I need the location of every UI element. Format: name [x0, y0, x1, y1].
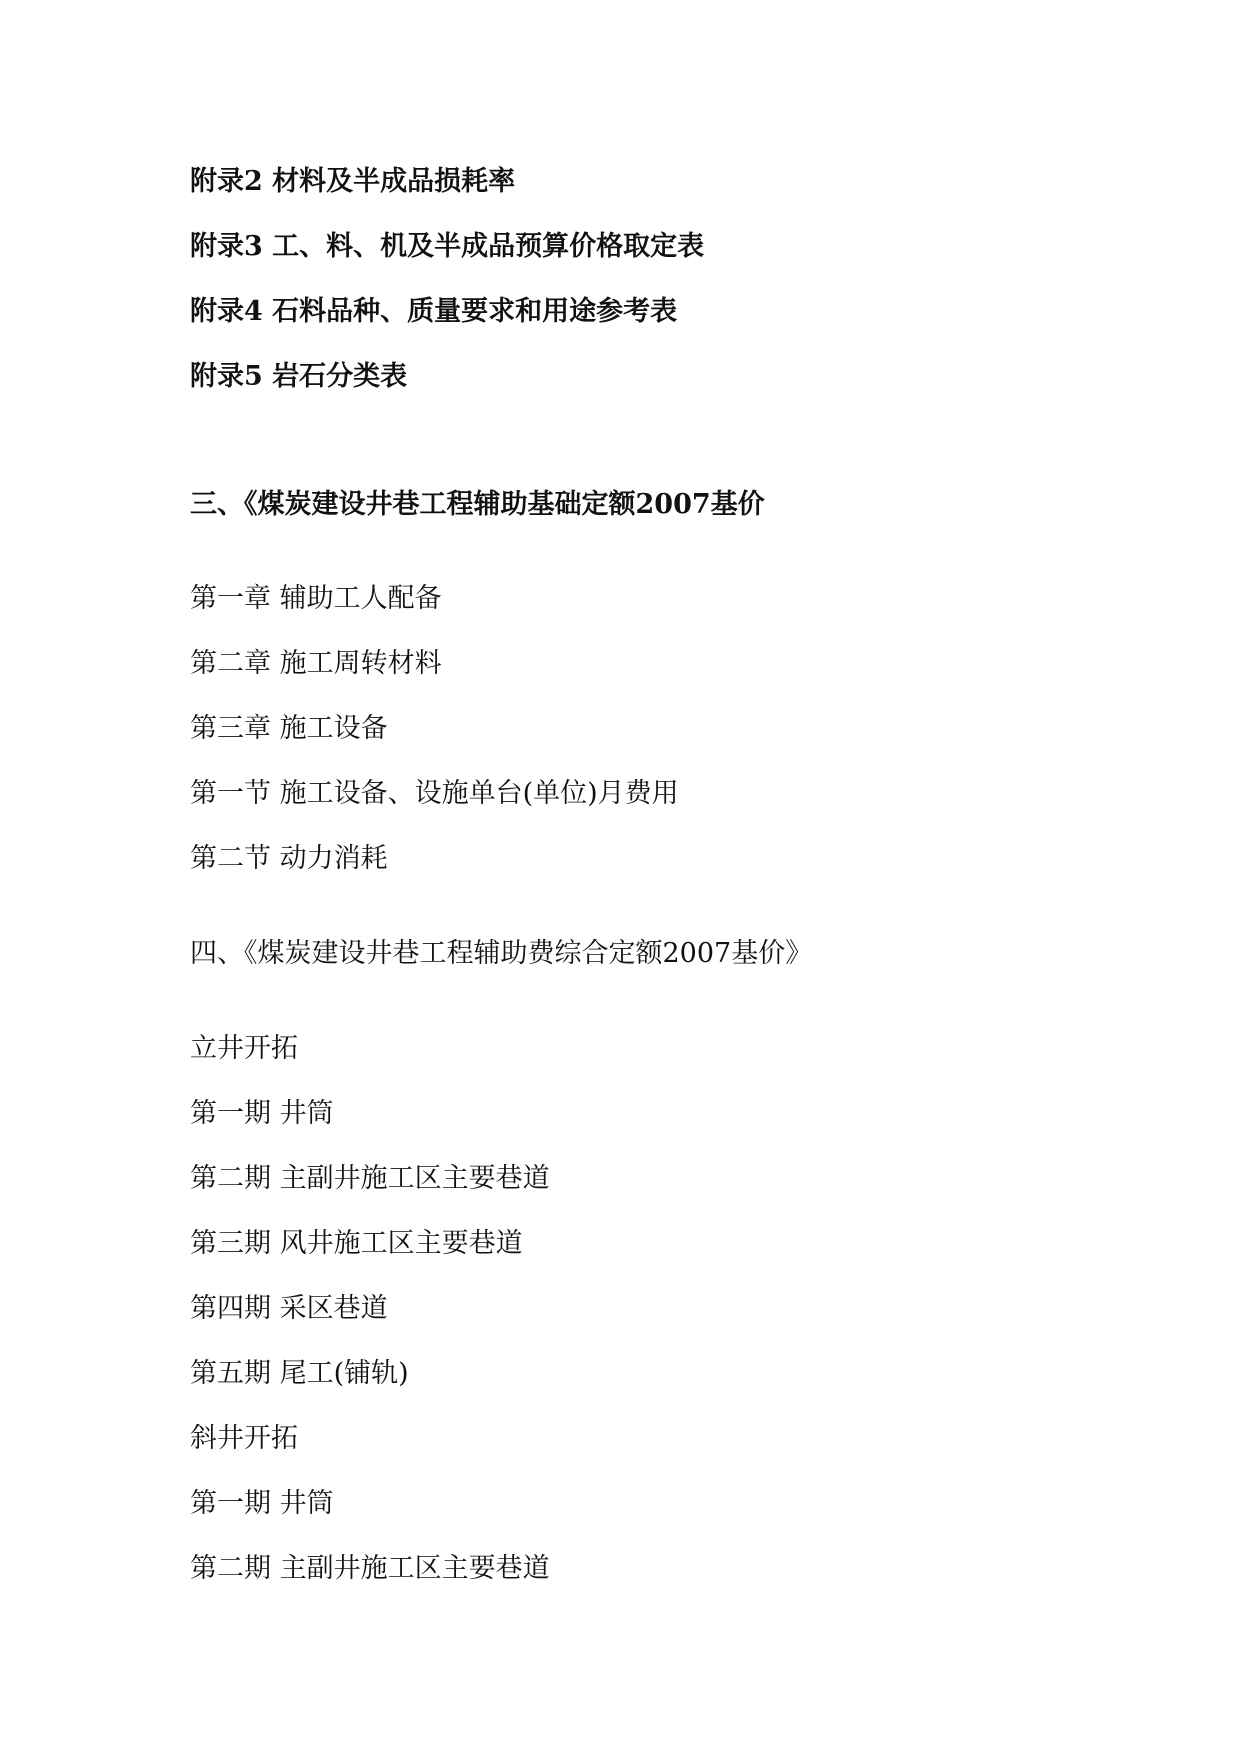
- section-3-item: 第二节 动力消耗: [190, 843, 388, 874]
- section-4-item: 第五期 尾工(铺轨): [190, 1358, 409, 1389]
- section-4-item: 第二期 主副井施工区主要巷道: [190, 1553, 550, 1584]
- section-3-item: 第三章 施工设备: [190, 713, 388, 744]
- section-3-item: 第一章 辅助工人配备: [190, 583, 442, 614]
- section-4-item: 第一期 井筒: [190, 1098, 334, 1129]
- section-3-item: 第二章 施工周转材料: [190, 648, 442, 679]
- section-3-item: 第一节 施工设备、设施单台(单位)月费用: [190, 778, 679, 809]
- section-4-item: 斜井开拓: [190, 1423, 298, 1454]
- section-4-item: 第四期 采区巷道: [190, 1293, 388, 1324]
- section-4-item: 立井开拓: [190, 1033, 298, 1064]
- appendix-3-title: 附录3 工、料、机及半成品预算价格取定表: [190, 231, 705, 262]
- section-3-heading: 三、《煤炭建设井巷工程辅助基础定额2007基价: [190, 489, 765, 520]
- section-4-item: 第三期 风井施工区主要巷道: [190, 1228, 523, 1259]
- section-4-heading: 四、《煤炭建设井巷工程辅助费综合定额2007基价》: [190, 938, 813, 969]
- appendix-5-title: 附录5 岩石分类表: [190, 361, 408, 392]
- section-4-item: 第二期 主副井施工区主要巷道: [190, 1163, 550, 1194]
- section-4-item: 第一期 井筒: [190, 1488, 334, 1519]
- appendix-4-title: 附录4 石料品种、质量要求和用途参考表: [190, 296, 678, 327]
- appendix-2-title: 附录2 材料及半成品损耗率: [190, 166, 516, 197]
